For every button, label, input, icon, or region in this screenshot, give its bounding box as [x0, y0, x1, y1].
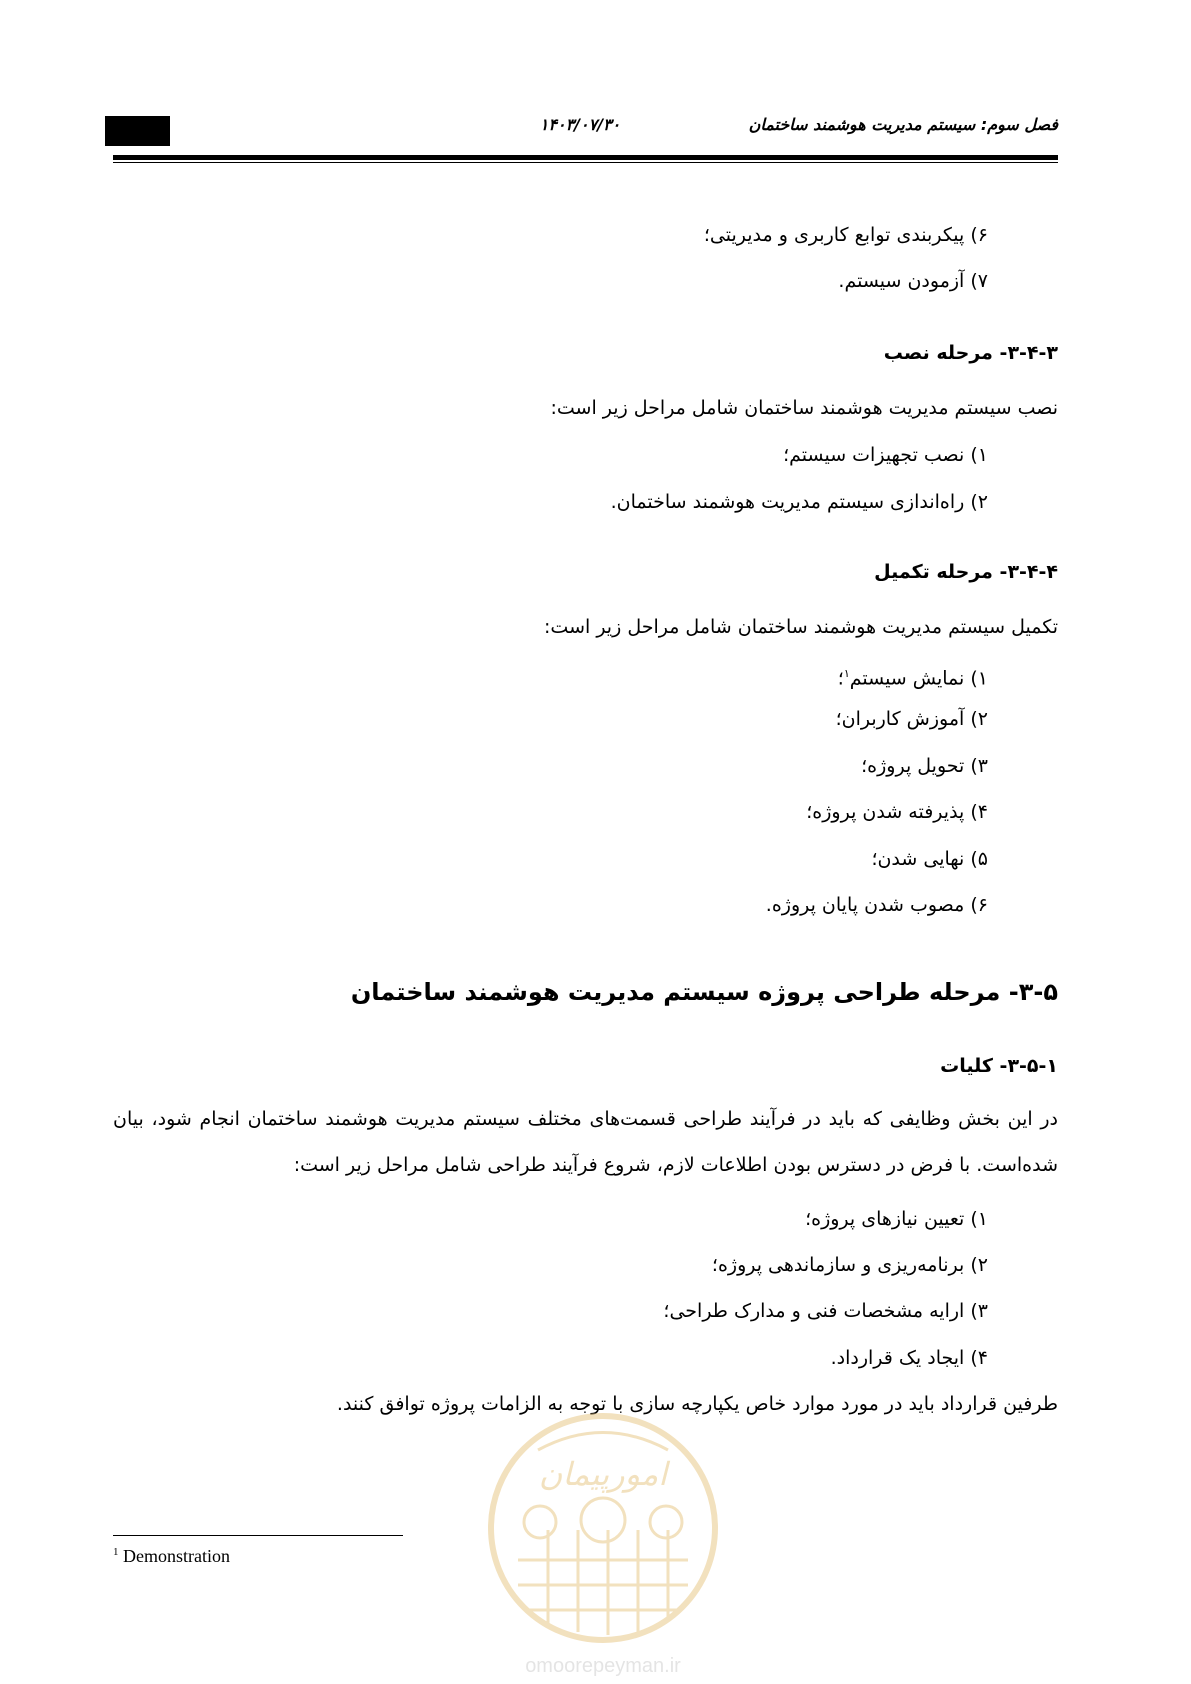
watermark-seal-icon	[478, 1410, 728, 1680]
list-item: ۶) پیکربندی توابع کاربری و مدیریتی؛	[703, 224, 988, 246]
section-heading-3-5-1: ۳-۵-۱- کلیات	[940, 1055, 1058, 1077]
page-number-box	[105, 116, 170, 146]
section-paragraph: در این بخش وظایفی که باید در فرآیند طراحی قسمت‌های مختلف سیستم مدیریت هوشمند ساختمان انجام شود، بیان شده‌است. با فرض در دسترس بودن اطلاعات لازم، شروع فرآیند طراحی شامل مراحل زیر است:	[113, 1108, 1058, 1176]
list-item	[838, 661, 988, 691]
header-chapter-title: فصل سوم: سیستم مدیریت هوشمند ساختمان	[748, 115, 1058, 134]
list-item: ۲) آموزش کاربران؛	[835, 708, 988, 730]
section-heading-3-4-4: ۳-۴-۴- مرحله تکمیل	[874, 561, 1058, 583]
header-rule-thick	[113, 155, 1058, 160]
list-item-text: ۱) نمایش سیستم	[849, 667, 988, 690]
section-intro: تکمیل سیستم مدیریت هوشمند ساختمان شامل مراحل زیر است:	[544, 616, 1058, 638]
footnote	[113, 1546, 230, 1567]
footnote-ref: ۱	[843, 667, 850, 680]
list-item: ۲) برنامه‌ریزی و سازماندهی پروژه؛	[711, 1254, 988, 1276]
list-item: ۱) نصب تجهیزات سیستم؛	[783, 444, 988, 466]
list-item: ۶) مصوب شدن پایان پروژه.	[765, 894, 988, 916]
watermark-script: امورپیمان	[538, 1455, 668, 1493]
list-item: ۱) تعیین نیازهای پروژه؛	[805, 1208, 988, 1230]
list-item: ۷) آزمودن سیستم.	[838, 270, 988, 292]
list-item: ۴) پذیرفته شدن پروژه؛	[806, 801, 988, 823]
watermark-url: omoorepeyman.ir	[525, 1655, 681, 1677]
list-item: ۳) تحویل پروژه؛	[861, 755, 988, 777]
section-intro: نصب سیستم مدیریت هوشمند ساختمان شامل مراحل زیر است:	[550, 397, 1058, 419]
list-item: ۲) راه‌اندازی سیستم مدیریت هوشمند ساختمان.	[610, 491, 988, 513]
closing-sentence: طرفین قرارداد باید در مورد موارد خاص یکپارچه سازی با توجه به الزامات پروژه توافق کنند.	[336, 1393, 1058, 1415]
list-item: ۳) ارایه مشخصات فنی و مدارک طراحی؛	[663, 1300, 988, 1322]
header-rule-thin	[113, 162, 1058, 163]
footnote-number: 1	[113, 1546, 119, 1558]
footnote-text: Demonstration	[123, 1546, 230, 1566]
list-item: ۵) نهایی شدن؛	[871, 848, 988, 870]
section-heading-3-4-3: ۳-۴-۳- مرحله نصب	[883, 342, 1058, 364]
header-date: ۱۴۰۳/۰۷/۳۰	[539, 115, 621, 134]
list-item-end: ؛	[837, 667, 844, 690]
watermark-logo	[478, 1410, 728, 1680]
section-heading-3-5: ۳-۵- مرحله طراحی پروژه سیستم مدیریت هوشمند ساختمان	[350, 978, 1058, 1006]
footnote-rule	[113, 1535, 403, 1536]
list-item: ۴) ایجاد یک قرارداد.	[830, 1347, 988, 1369]
